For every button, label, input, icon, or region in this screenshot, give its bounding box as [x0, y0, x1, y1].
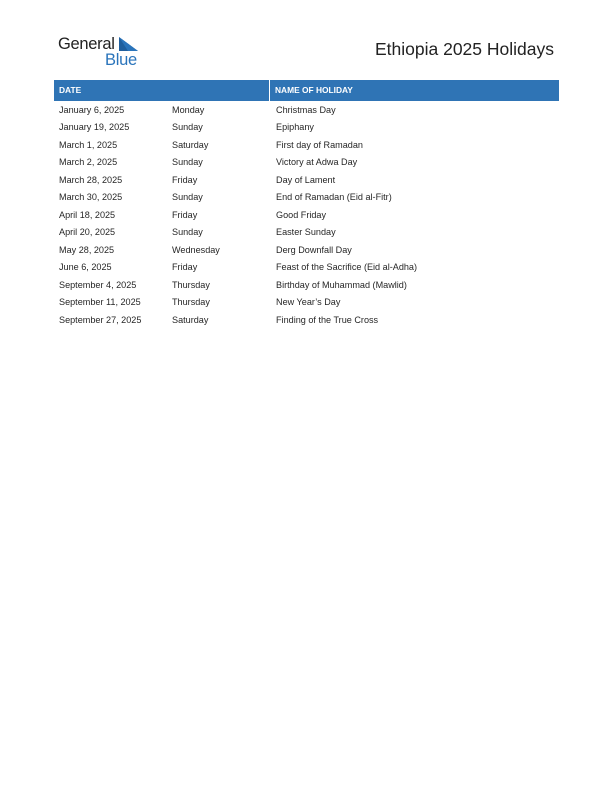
holiday-weekday: Wednesday [172, 244, 220, 255]
generalblue-logo [58, 34, 148, 68]
holiday-weekday: Friday [172, 262, 198, 272]
holiday-date: September 11, 2025 [59, 297, 141, 307]
holiday-name: Day of Lament [276, 174, 336, 185]
holiday-date: June 6, 2025 [59, 262, 112, 272]
table-row [54, 224, 559, 242]
document-title: Ethiopia 2025 Holidays [374, 39, 554, 59]
logo-general-text: General [58, 35, 115, 53]
holiday-date: March 2, 2025 [59, 157, 118, 167]
holiday-date: May 28, 2025 [59, 244, 115, 255]
holiday-name: Derg Downfall Day [276, 244, 352, 255]
holiday-date: March 28, 2025 [59, 174, 123, 185]
holiday-table [54, 80, 559, 329]
holiday-weekday: Monday [172, 104, 205, 115]
holiday-date: April 18, 2025 [59, 209, 116, 220]
table-row [54, 277, 559, 295]
holiday-name: Feast of the Sacrifice (Eid al-Adha) [276, 262, 418, 272]
holiday-name: Finding of the True Cross [276, 314, 379, 325]
holiday-weekday: Sunday [172, 122, 203, 132]
holiday-weekday: Saturday [172, 139, 209, 150]
holiday-weekday: Friday [172, 209, 198, 220]
holiday-name: Epiphany [276, 122, 314, 132]
table-row [54, 137, 559, 155]
holiday-name: Easter Sunday [276, 227, 336, 237]
holiday-weekday: Friday [172, 174, 198, 185]
table-row [54, 189, 559, 207]
column-header-holiday: NAME OF HOLIDAY [275, 85, 353, 95]
table-row [54, 154, 559, 172]
holiday-name: First day of Ramadan [276, 139, 363, 150]
table-row [54, 102, 559, 120]
holiday-weekday: Sunday [172, 227, 203, 237]
holiday-date: September 27, 2025 [59, 314, 142, 325]
table-row [54, 312, 559, 330]
holiday-date: September 4, 2025 [59, 279, 137, 290]
holiday-date: April 20, 2025 [59, 227, 116, 237]
holiday-name: Victory at Adwa Day [276, 157, 358, 167]
holiday-date: January 19, 2025 [59, 122, 130, 132]
table-row [54, 242, 559, 260]
table-header [54, 80, 559, 101]
holiday-name: New Year’s Day [276, 297, 341, 307]
holiday-weekday: Thursday [172, 297, 210, 307]
table-row [54, 259, 559, 277]
table-row [54, 172, 559, 190]
column-header-date: DATE [54, 80, 270, 101]
table-row [54, 207, 559, 225]
holiday-name: Christmas Day [276, 104, 336, 115]
holiday-name: Birthday of Muhammad (Mawlid) [276, 279, 407, 290]
holiday-date: January 6, 2025 [59, 104, 125, 115]
table-row [54, 294, 559, 312]
table-body [54, 102, 559, 330]
logo-blue-text: Blue [105, 51, 137, 69]
holiday-weekday: Thursday [172, 279, 210, 290]
table-row [54, 119, 559, 137]
holiday-date: March 1, 2025 [59, 139, 118, 150]
holiday-weekday: Sunday [172, 192, 203, 202]
holiday-weekday: Saturday [172, 314, 209, 325]
holiday-name: End of Ramadan (Eid al-Fitr) [276, 192, 392, 202]
holiday-weekday: Sunday [172, 157, 203, 167]
holiday-name: Good Friday [276, 209, 327, 220]
holiday-date: March 30, 2025 [59, 192, 123, 202]
